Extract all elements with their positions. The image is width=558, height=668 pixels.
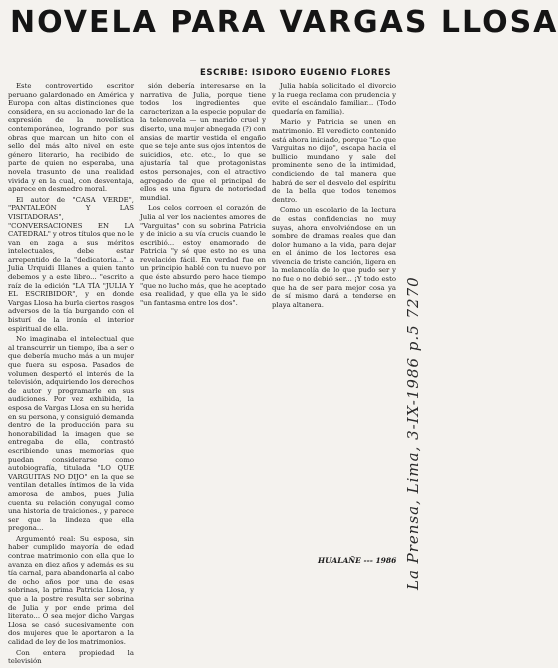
headline: NOVELA PARA VARGAS LLOSA [10, 5, 558, 40]
paragraph: Mario y Patricia se unen en matrimonio. El veredicto contenido está ahora iniciado, porque "Lo que Varguitas no dijo", escapa hacia el bullicio mundano y sale del prominente seno de la intimidad, condiciendo de tal manera que habrá de ser el desvelo del espíritu de la bella que todos tenemos dentro. [272, 118, 396, 204]
paragraph: Este controvertido escritor peruano galardonado en América y Europa con altas distinciones que considera, en su accionado lar de la expresión de la novelística contemporánea, logrando por sus obras que marcan un hito con el sello del más alto nivel en este género literario, ha recibido de parte de quien no esperaba, una novela trasunto de una realidad vivida y en la cual, con desventaja, aparece en desmedro moral. [8, 82, 134, 194]
text-column-1 [8, 82, 134, 668]
text-column-2 [140, 82, 266, 309]
paragraph: Los celos corroen el corazón de Julia al ver los nacientes amores de "Varguitas" con su sobrina Patricia y de inicio a su vía crucis cuando le escribió... estoy enamorado de Patricia "y sé que esto no es una revelación fácil. En verdad fue en un principio hablé con tu nuevo por que éste absurdo pero hace tiempo "que no lucho más, que he aceptado esa realidad, y que ella ya le sido "un fantasma entre los dos". [140, 204, 266, 307]
paragraph: Argumentó real: Su esposa, sin haber cumplido mayoría de edad contrae matrimonio con ella que lo avanza en diez años y además es su tía carnal, para abandonarla al cabo de ocho años por una de esas sobrinas, la prima Patricia Llosa, y que a la postre resulta ser sobrina de Julia y por ende prima del literato... O sea mejor dicho Vargas Llosa se casó sucesivamente con dos mujeres que le aportaron a la calidad de ley de los matrimonios. [8, 534, 134, 646]
handwritten-margin-note: La Prensa, Lima, 3-IX-1986 p.5 7270 [404, 276, 422, 590]
paragraph: Julia había solicitado el divorcio y la ruega reclama con prudencia y evite el escándalo familiar... (Todo quedaría en familia). [272, 82, 396, 116]
paragraph: Con entera propiedad la televisión [8, 648, 134, 666]
paragraph: Como un escolario de la lectura de estas confidencias no muy suyas, ahora envolviéndose en un sombre de dramas reales que dan dolor humano a la vida, para dejar en el ánimo de los lectores esa vivencia de triste canción, ligera en la melancolía de lo que pudo ser y no fue o no debió ser... ¡Y todo esto que ha de ser para mejor cosa ya de sí mismo dará a tenderse en playa altanera. [272, 206, 396, 309]
signoff: HUALAÑE --- 1986 [318, 556, 397, 565]
paragraph: sión debería interesarse en la narrativa de Julia, porque tiene todos los ingredientes que caracterizan a la especie popular de la telenovela — un marido cruel y diserto, una mujer abnegada (?) con ansias de martir vestida el engaño que se teje ante sus ojos intentos de suicidios, etc. etc., lo que se ajustaría tal que protagonistas estos personajes, con el atractivo agregado de que el principal de ellos es una figura de notoriedad mundial. [140, 82, 266, 202]
paragraph: No imaginaba el intelectual que al transcurrir un tiempo, iba a ser o que debería mucho más a un mujer que fuera su esposa. Pasados de volumen despertó el interés de la televisión, adquiriendo los derechos de autor y programarle en sus audiciones. Por vez exhibida, la esposa de Vargas Llosa en su herida en su persona, y consiguió demanda dentro de la producción para su honorabilidad la imagen que se entregaba de ella, contrastó escribiendo unas memorias que puedan considerarse como autobiografía, titulada "LO QUE VARGUITAS NO DIJO" en la que se ventilan detalles íntimos de la vida amorosa de ambos, pues Julia cuenta su relación conyugal como una historia de traiciones., y parece ser que la lindeza que ella pregona... [8, 335, 134, 533]
byline: ESCRIBE: ISIDORO EUGENIO FLORES [200, 68, 392, 78]
paragraph: El autor de "CASA VERDE", "PANTALEÓN Y LAS VISITADORAS", "CONVERSACIONES EN LA CATEDRAL" y otros títulos que no le van en zaga a sus méritos intelectuales, debe estar arrepentido de la "dedicatoria..." a Julia Urquidi Illanes a quien tanto debemos y a este libro... "escrito a raíz de la edición "LA TÍA "JULIA Y EL ESCRIBIDOR", y en donde Vargas Llosa ha burla ciertos rasgos adversos de la tía burgando con el bisturí de la ironía el interior espiritual de ella. [8, 195, 134, 333]
text-column-3 [272, 82, 396, 311]
